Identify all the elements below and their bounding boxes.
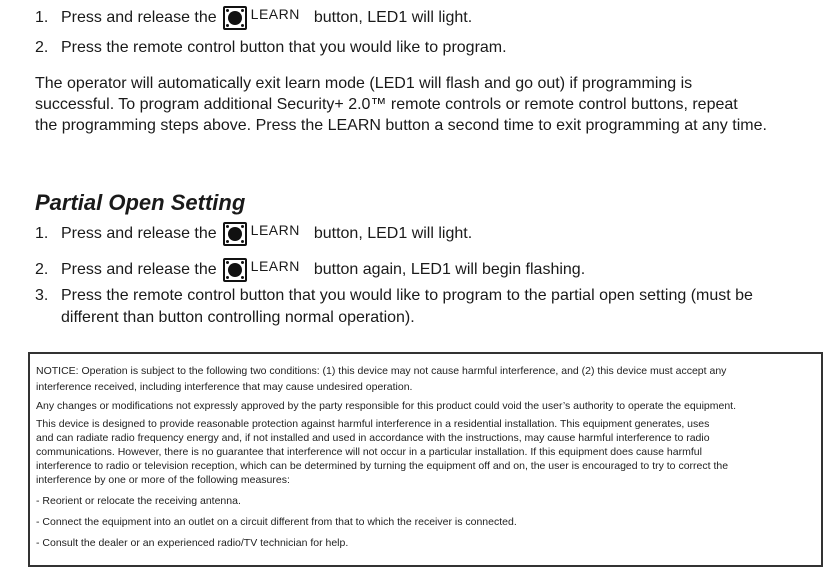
notice-line: interference received, including interference that may cause undesired operation. <box>36 381 413 393</box>
paragraph-line: successful. To program additional Security+ 2.0™ remote controls or remote control buttons, repeat <box>35 96 738 113</box>
step-number: 1. <box>35 9 49 26</box>
learn-button-icon <box>223 222 247 246</box>
section-heading: Partial Open Setting <box>35 190 246 215</box>
learn-button-icon <box>223 6 247 30</box>
paragraph-line: The operator will automatically exit learn mode (LED1 will flash and go out) if programming is <box>35 75 693 92</box>
notice-line: and can radiate radio frequency energy and, if not installed and used in accordance with the instructions, may cause harmful interference to radio <box>36 432 710 444</box>
step-number: 3. <box>35 287 49 304</box>
partial-step-1 <box>35 222 472 246</box>
learn-label: LEARN <box>250 6 300 22</box>
step-text: button again, LED1 will begin flashing. <box>313 261 586 278</box>
step-text: Press and release the <box>61 261 217 278</box>
paragraph-line: the programming steps above. Press the LEARN button a second time to exit programming at any time. <box>35 117 767 134</box>
step-number: 1. <box>35 225 49 242</box>
step-text: button, LED1 will light. <box>313 9 473 26</box>
step-2-press-remote <box>35 38 507 58</box>
step-text: Press and release the <box>61 225 217 242</box>
notice-line: interference to radio or television reception, which can be determined by turning the equipment off and on, the user is encouraged to try to correct the <box>36 460 729 472</box>
notice-line: NOTICE: Operation is subject to the following two conditions: (1) this device may not cause harmful interference, and (2) this device must accept any <box>36 365 727 377</box>
step-text-continued: different than button controlling normal operation). <box>61 309 415 326</box>
partial-step-2 <box>35 258 585 282</box>
step-number: 2. <box>35 39 49 56</box>
step-1-learn <box>35 6 472 30</box>
step-text: button, LED1 will light. <box>313 225 473 242</box>
learn-label: LEARN <box>250 222 300 238</box>
partial-step-3 <box>35 286 753 306</box>
notice-line: Any changes or modifications not expressly approved by the party responsible for this product could void the user’s authority to operate the equipment. <box>36 400 737 412</box>
step-text: Press and release the <box>61 9 217 26</box>
notice-line: - Reorient or relocate the receiving antenna. <box>36 495 241 507</box>
step-text: Press the remote control button that you would like to program to the partial open setting (must be <box>61 287 753 304</box>
notice-line: - Consult the dealer or an experienced radio/TV technician for help. <box>36 537 349 549</box>
step-number: 2. <box>35 261 49 278</box>
step-text: Press the remote control button that you would like to program. <box>61 39 507 56</box>
notice-line: This device is designed to provide reasonable protection against harmful interference in a residential installation. This equipment generates, uses <box>36 418 710 430</box>
notice-line: - Connect the equipment into an outlet on a circuit different from that to which the receiver is connected. <box>36 516 517 528</box>
notice-line: communications. However, there is no guarantee that interference will not occur in a particular installation. If this equipment does cause harmful <box>36 446 702 458</box>
notice-line: interference by one or more of the following measures: <box>36 474 290 486</box>
learn-label: LEARN <box>250 258 300 274</box>
learn-button-icon <box>223 258 247 282</box>
